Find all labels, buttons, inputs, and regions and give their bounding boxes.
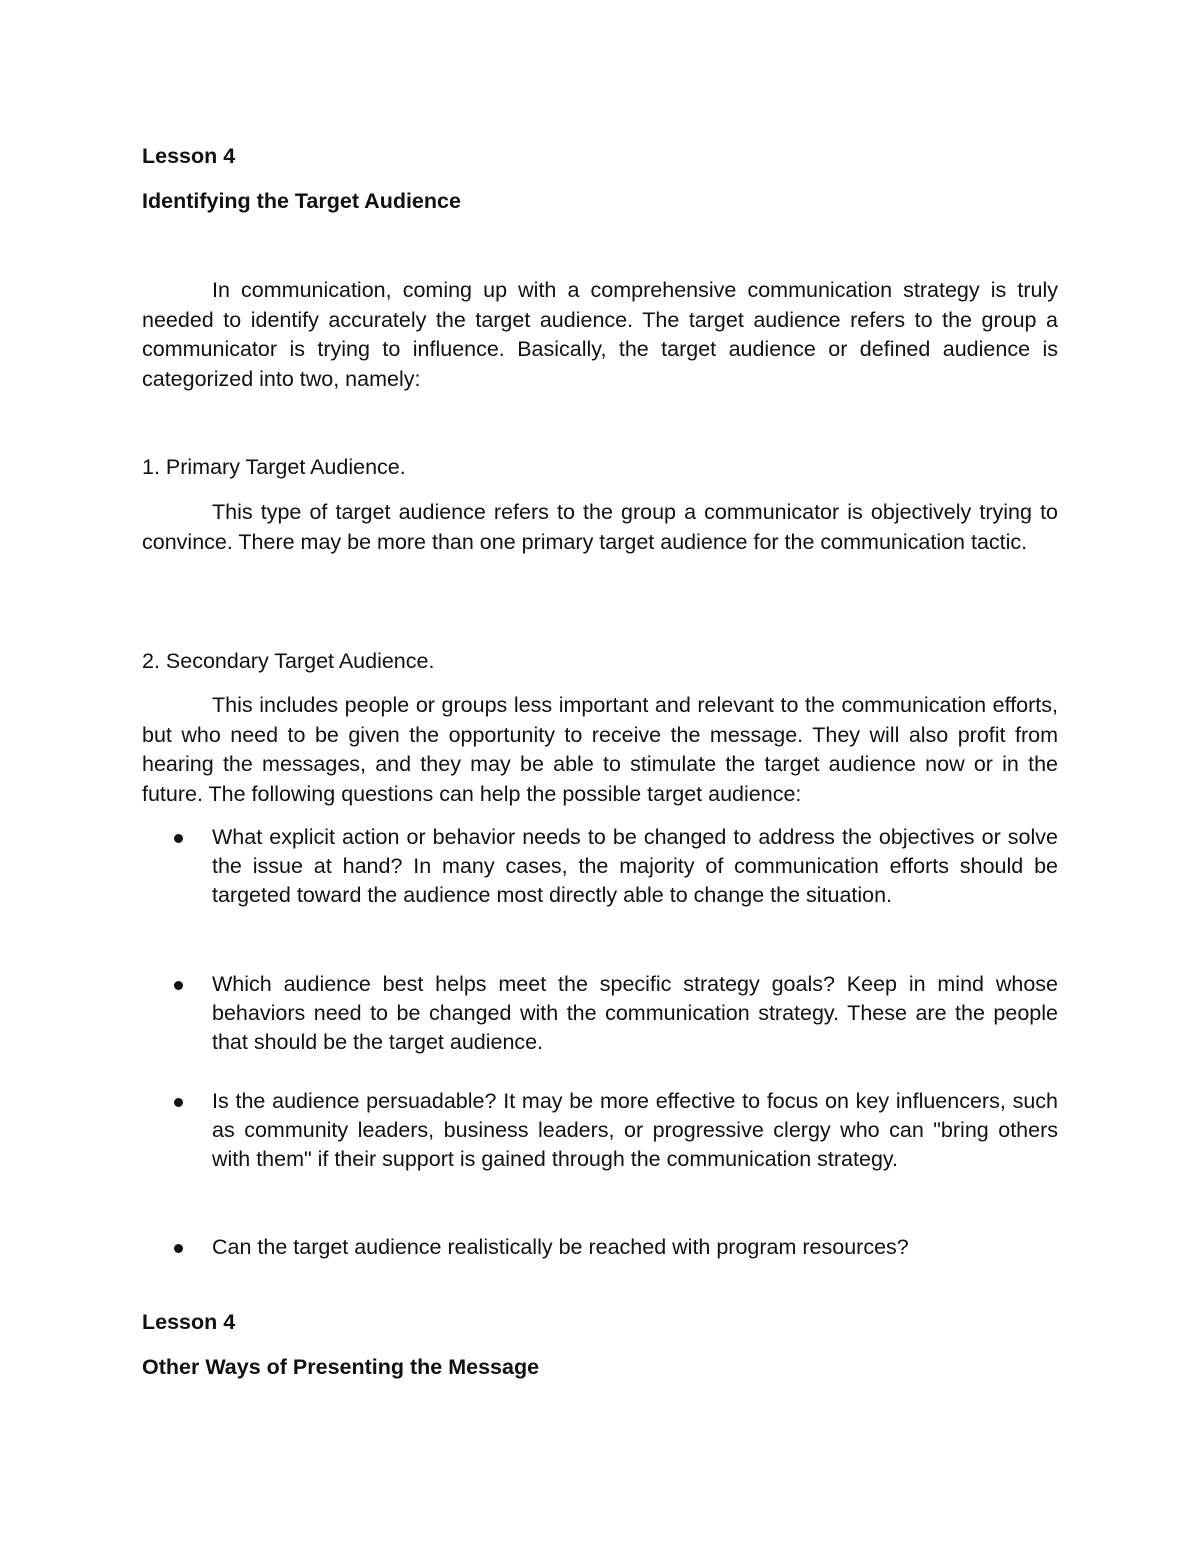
bullet-icon — [174, 1098, 183, 1107]
lesson-label-2: Lesson 4 — [142, 1310, 236, 1334]
bullet-icon — [174, 981, 183, 990]
question-text: Is the audience persuadable? It may be more effective to focus on key influencers, such as community leaders, business leaders, or progressive clergy who can "bring others with them" if their support is gained through the communication strategy. — [212, 1089, 1058, 1172]
lesson-title-2: Other Ways of Presenting the Message — [142, 1355, 540, 1379]
question-text: What explicit action or behavior needs to be changed to address the objectives or solve the issue at hand? In many cases, the majority of communication efforts should be targeted toward the audience most directly able to change the situation. — [212, 825, 1058, 908]
primary-audience-paragraph: This type of target audience refers to the group a communicator is objectively trying to convince. There may be more than one primary target audience for the communication tactic. — [142, 500, 1058, 554]
lesson-label: Lesson 4 — [142, 144, 236, 168]
secondary-audience-paragraph: This includes people or groups less important and relevant to the communication efforts, but who need to be given the opportunity to receive the message. They will also profit from hearing the messages, and they may be able to stimulate the target audience now or in the future. The following questions can help the possible target audience: — [142, 693, 1058, 806]
question-text: Can the target audience realistically be reached with program resources? — [212, 1235, 909, 1259]
bullet-icon — [174, 1244, 183, 1253]
question-text: Which audience best helps meet the specific strategy goals? Keep in mind whose behaviors need to be changed with the communication strategy. These are the people that should be the target audience. — [212, 972, 1058, 1055]
bullet-icon — [174, 834, 183, 843]
intro-paragraph: In communication, coming up with a comprehensive communication strategy is truly needed to identify accurately the target audience. The target audience refers to the group a communicator is trying to influence. Basically, the target audience or defined audience is categorized into two, namely: — [142, 278, 1058, 391]
secondary-audience-heading: 2. Secondary Target Audience. — [142, 649, 435, 673]
primary-audience-heading: 1. Primary Target Audience. — [142, 455, 406, 479]
lesson-title: Identifying the Target Audience — [142, 189, 461, 213]
